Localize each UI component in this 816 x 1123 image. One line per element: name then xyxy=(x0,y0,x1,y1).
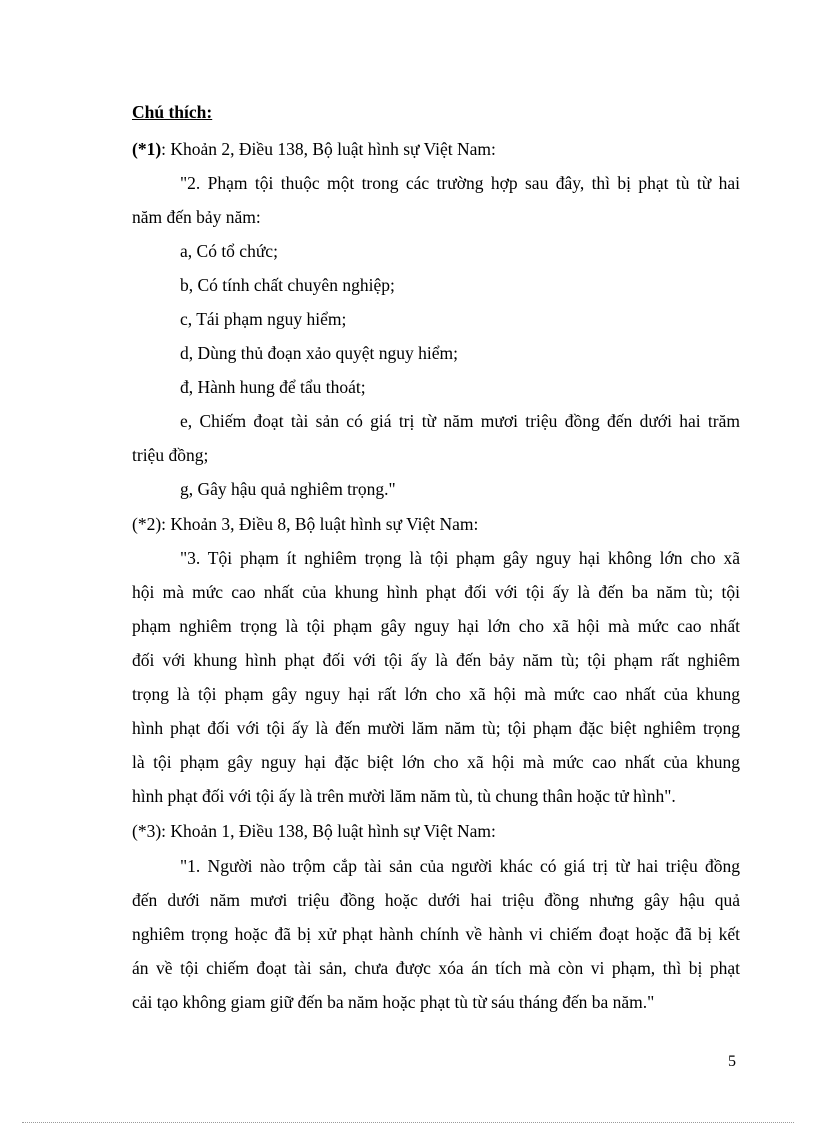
note-1-item-c: c, Tái phạm nguy hiểm; xyxy=(180,309,347,329)
notes-heading: Chú thích: xyxy=(132,102,213,122)
note-2-line: đối với khung hình phạt đối với tội ấy là đến bảy năm tù; tội phạm rất nghiêm xyxy=(132,650,740,670)
note-3-reference: (*3): Khoản 1, Điều 138, Bộ luật hình sự Việt Nam: xyxy=(132,821,496,841)
note-3-line: nghiêm trọng hoặc đã bị xử phạt hành chính về hành vi chiếm đoạt hoặc đã bị kết xyxy=(132,924,740,944)
note-1-reference xyxy=(132,138,496,160)
note-1-line: triệu đồng; xyxy=(132,445,209,465)
note-3-line: "1. Người nào trộm cắp tài sản của người khác có giá trị từ hai triệu đồng xyxy=(180,856,740,876)
note-2-reference: (*2): Khoản 3, Điều 8, Bộ luật hình sự Việt Nam: xyxy=(132,514,479,534)
note-3-line: án về tội chiếm đoạt tài sản, chưa được xóa án tích mà còn vi phạm, thì bị phạt xyxy=(132,958,740,978)
note-1-line: "2. Phạm tội thuộc một trong các trường hợp sau đây, thì bị phạt tù từ hai xyxy=(180,173,740,193)
note-2-line: trọng là tội phạm gây nguy hại rất lớn cho xã hội mà mức cao nhất của khung xyxy=(132,684,740,704)
note-2-line: là tội phạm gây nguy hại đặc biệt lớn cho xã hội mà mức cao nhất của khung xyxy=(132,752,740,772)
note-1-item-d: d, Dùng thủ đoạn xảo quyệt nguy hiểm; xyxy=(180,343,459,363)
note-1-source: : Khoản 2, Điều 138, Bộ luật hình sự Việt Nam: xyxy=(161,139,496,159)
note-1-tag: (*1) xyxy=(132,139,162,159)
note-1-item-a: a, Có tổ chức; xyxy=(180,241,278,261)
note-2-line: "3. Tội phạm ít nghiêm trọng là tội phạm gây nguy hại không lớn cho xã xyxy=(180,548,740,568)
note-3-line: đến dưới năm mươi triệu đồng hoặc dưới hai triệu đồng nhưng gây hậu quả xyxy=(132,890,740,910)
note-1-item-g: g, Gây hậu quả nghiêm trọng." xyxy=(180,479,396,499)
note-1-line: năm đến bảy năm: xyxy=(132,207,261,227)
page-number: 5 xyxy=(728,1053,736,1070)
note-2-line: phạm nghiêm trọng là tội phạm gây nguy hại lớn cho xã hội mà mức cao nhất xyxy=(132,616,740,636)
note-2-line: hội mà mức cao nhất của khung hình phạt đối với tội ấy là đến ba năm tù; tội xyxy=(132,582,740,602)
note-1-item-e: e, Chiếm đoạt tài sản có giá trị từ năm mươi triệu đồng đến dưới hai trăm xyxy=(180,411,740,431)
note-1-item-b: b, Có tính chất chuyên nghiệp; xyxy=(180,275,395,295)
note-2-line: hình phạt đối với tội ấy là trên mười lăm năm tù, tù chung thân hoặc tử hình". xyxy=(132,786,676,806)
note-2-line: hình phạt đối với tội ấy là đến mười lăm năm tù; tội phạm đặc biệt nghiêm trọng xyxy=(132,718,740,738)
note-3-line: cải tạo không giam giữ đến ba năm hoặc phạt tù từ sáu tháng đến ba năm." xyxy=(132,992,655,1012)
note-1-item-dd: đ, Hành hung để tẩu thoát; xyxy=(180,377,366,397)
